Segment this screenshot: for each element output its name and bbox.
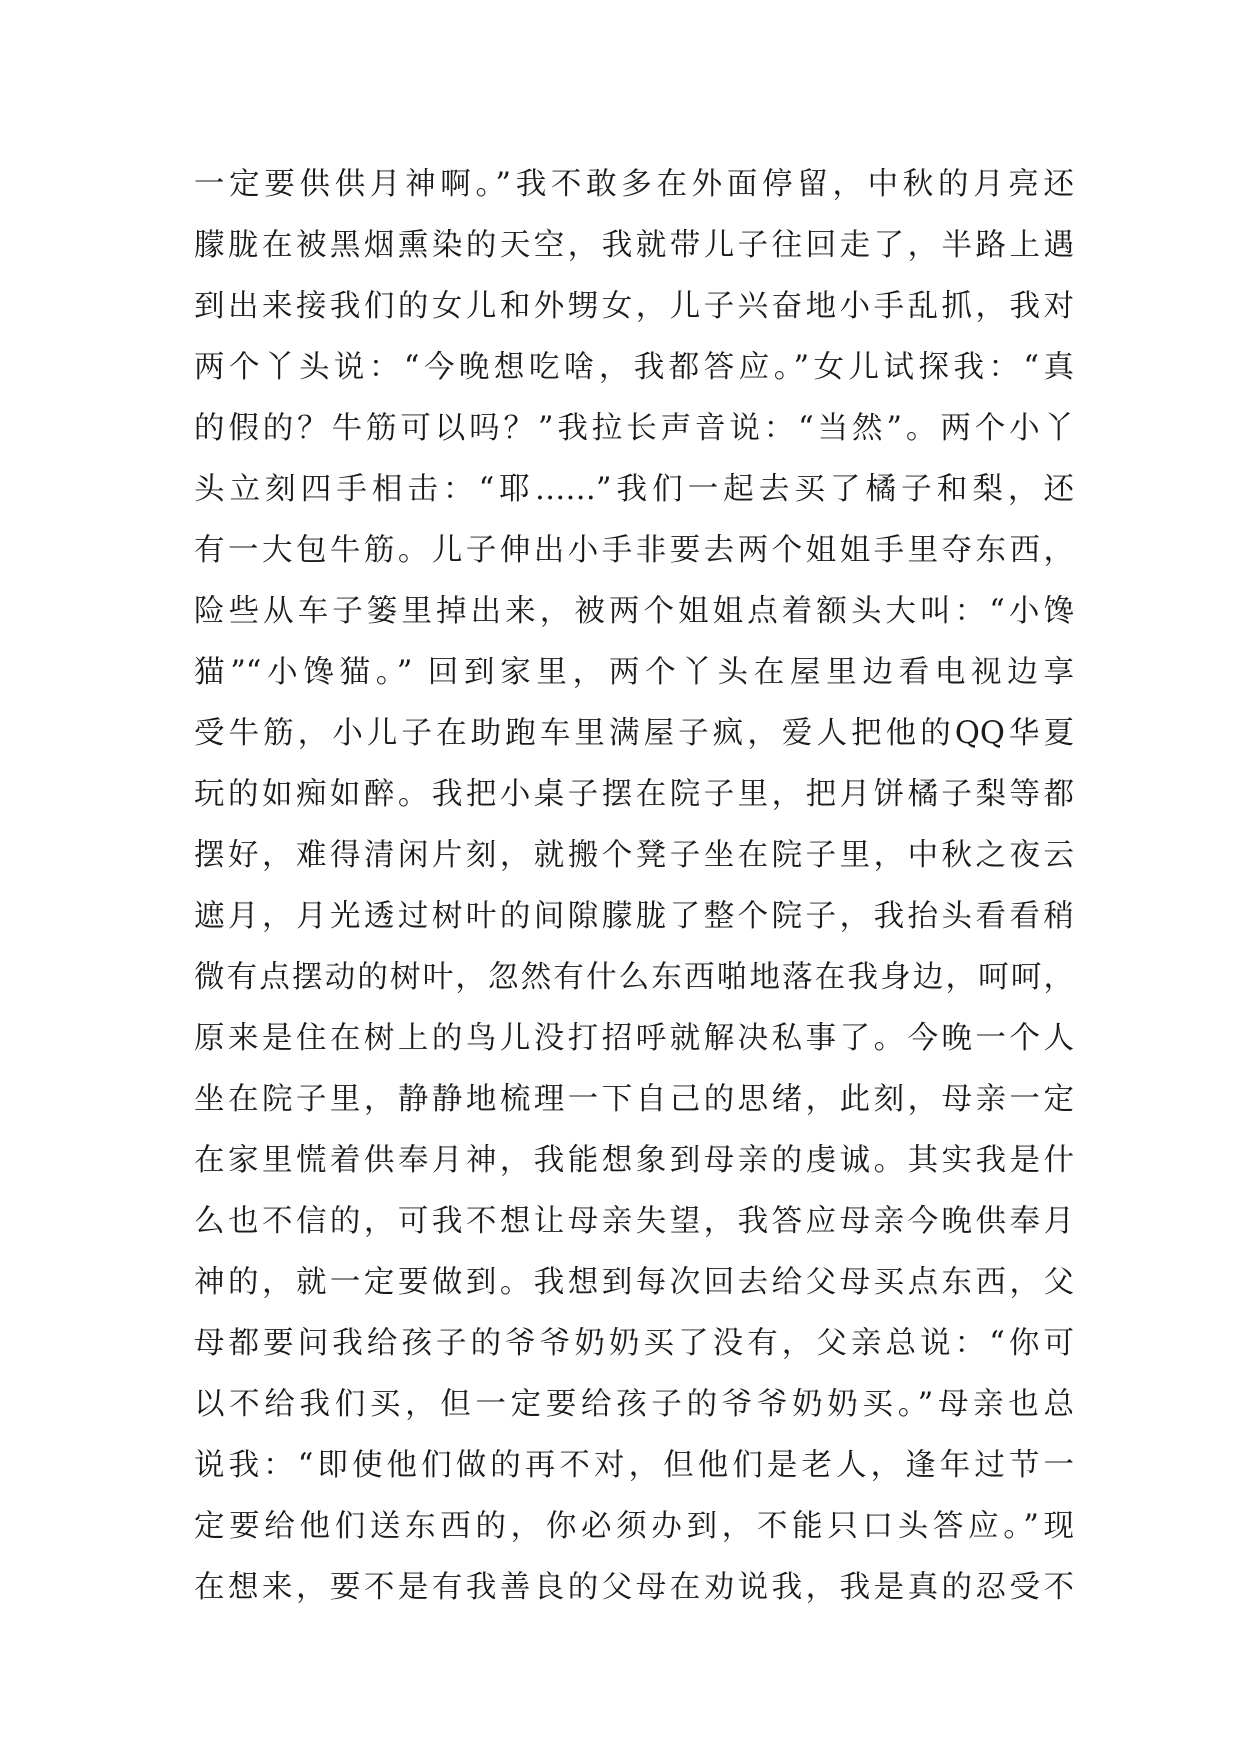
text-line: 在想来，要不是有我善良的父母在劝说我，我是真的忍受不 <box>194 1570 1074 1605</box>
text-line: 两个丫头说：“今晚想吃啥，我都答应。”女儿试探我：“真 <box>194 350 1074 385</box>
body-text <box>194 154 1074 1618</box>
text-line: 朦胧在被黑烟熏染的天空，我就带儿子往回走了，半路上遇 <box>194 228 1074 263</box>
text-line: 遮月，月光透过树叶的间隙朦胧了整个院子，我抬头看看稍 <box>194 899 1074 934</box>
text-line: 么也不信的，可我不想让母亲失望，我答应母亲今晚供奉月 <box>194 1204 1074 1239</box>
text-line: 定要给他们送东西的，你必须办到，不能只口头答应。”现 <box>194 1509 1074 1544</box>
text-line: 微有点摆动的树叶，忽然有什么东西啪地落在我身边，呵呵， <box>194 960 1074 995</box>
text-line: 坐在院子里，静静地梳理一下自己的思绪，此刻，母亲一定 <box>194 1082 1074 1117</box>
text-line: 一定要供供月神啊。”我不敢多在外面停留，中秋的月亮还 <box>194 167 1074 202</box>
text-line: 受牛筋，小儿子在助跑车里满屋子疯，爱人把他的QQ华夏 <box>194 716 1074 751</box>
text-line: 头立刻四手相击：“耶……”我们一起去买了橘子和梨，还 <box>194 472 1074 507</box>
text-line: 说我：“即使他们做的再不对，但他们是老人，逢年过节一 <box>194 1448 1074 1483</box>
text-line: 原来是住在树上的鸟儿没打招呼就解决私事了。今晚一个人 <box>194 1021 1074 1056</box>
text-line: 险些从车子篓里掉出来，被两个姐姐点着额头大叫：“小馋 <box>194 594 1074 629</box>
text-line: 猫”“小馋猫。” 回到家里，两个丫头在屋里边看电视边享 <box>194 655 1074 690</box>
text-line: 的假的？牛筋可以吗？”我拉长声音说：“当然”。两个小丫 <box>194 411 1074 446</box>
text-line: 神的，就一定要做到。我想到每次回去给父母买点东西，父 <box>194 1265 1074 1300</box>
text-line: 以不给我们买，但一定要给孩子的爷爷奶奶买。”母亲也总 <box>194 1387 1074 1422</box>
text-line: 在家里慌着供奉月神，我能想象到母亲的虔诚。其实我是什 <box>194 1143 1074 1178</box>
text-line: 有一大包牛筋。儿子伸出小手非要去两个姐姐手里夺东西， <box>194 533 1074 568</box>
text-line: 母都要问我给孩子的爷爷奶奶买了没有，父亲总说：“你可 <box>194 1326 1074 1361</box>
text-line: 到出来接我们的女儿和外甥女，儿子兴奋地小手乱抓，我对 <box>194 289 1074 324</box>
text-line: 玩的如痴如醉。我把小桌子摆在院子里，把月饼橘子梨等都 <box>194 777 1074 812</box>
text-line: 摆好，难得清闲片刻，就搬个凳子坐在院子里，中秋之夜云 <box>194 838 1074 873</box>
